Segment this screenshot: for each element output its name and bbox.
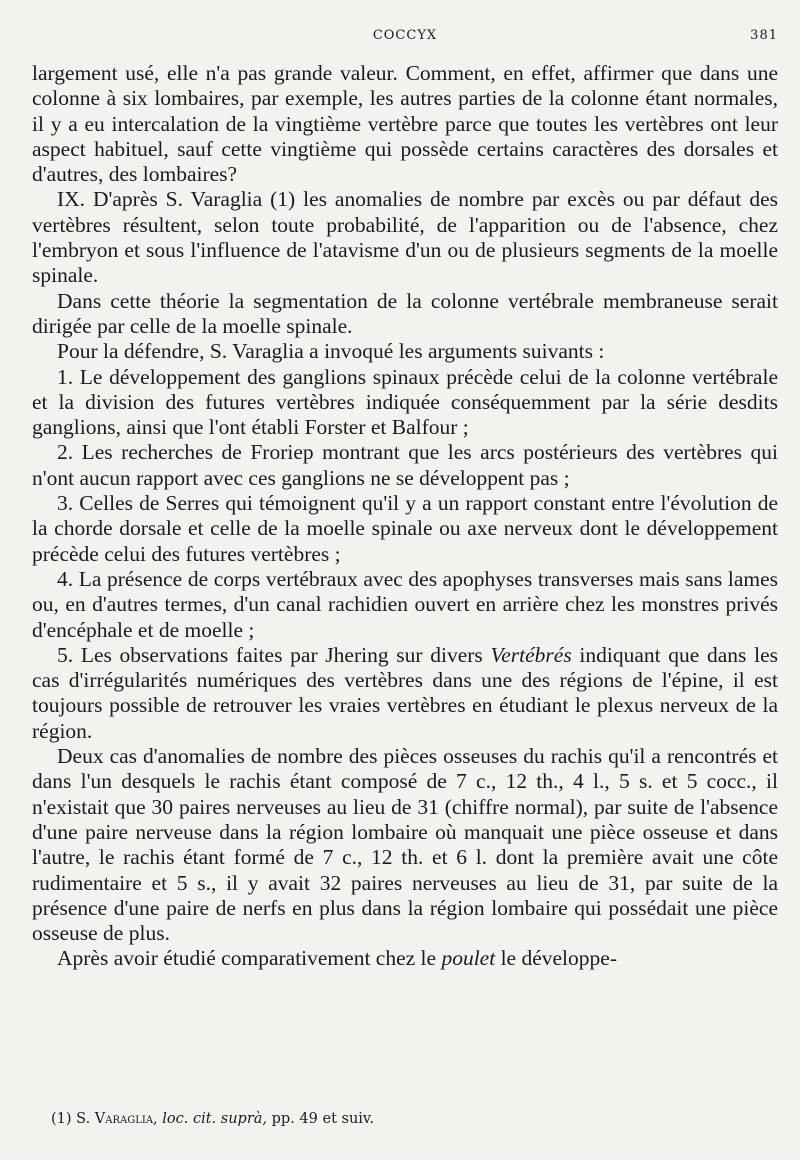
paragraph-arguments-intro: Pour la défendre, S. Varaglia a invoqué les arguments suivants : [57, 339, 605, 364]
page-number: 381 [750, 28, 778, 43]
list-item-argument-4: 4. La présence de corps vertébraux avec des apophyses transverses mais sans lames ou, en d'autres termes, d'un canal rachidien ouvert en arrière chez les monstres privés d'encéphale et de moelle ; [32, 566, 778, 642]
footnote [51, 1110, 771, 1128]
argument-5-italic: Vertébrés [490, 642, 572, 667]
footnote-author: S. Varaglia, [76, 1111, 158, 1127]
list-item-argument-5 [32, 643, 778, 744]
footnote-pages: pp. 49 et suiv. [271, 1111, 374, 1127]
argument-5-tail: indiquant que dans les cas d'irrégularités numériques des vertèbres dans une des régions de l'épine, il est toujours possible de retrouver les vraies vertèbres en étudiant le plexus nerveux de la région. [32, 642, 778, 743]
body-text [32, 61, 778, 972]
paragraph-section-ix: IX. D'après S. Varaglia (1) les anomalies de nombre par excès ou par défaut des vertèbres résultent, selon toute probabilité, de l'apparition ou de l'absence, chez l'embryon et sous l'influence de l'atavisme d'un ou de plusieurs segments de la moelle spinale. [32, 187, 778, 288]
list-item-argument-2: 2. Les recherches de Froriep montrant que les arcs postérieurs des vertèbres qui n'ont aucun rapport avec ces ganglions ne se développent pas ; [32, 440, 778, 490]
footnote-citation: loc. cit. suprà, [162, 1111, 268, 1127]
argument-5-lead: 5. Les observations faites par Jhering sur divers [57, 642, 491, 667]
paragraph-two-cases: Deux cas d'anomalies de nombre des pièces osseuses du rachis qu'il a rencontrés et dans l'un desquels le rachis étant composé de 7 c., 12 th., 4 l., 5 s. et 5 cocc., il n'existait que 30 paires nerveuses au lieu de 31 (chiffre normal), par suite de l'absence d'une paire nerveuse dans la région lombaire où manquait une pièce osseuse et dans l'autre, le rachis étant formé de 7 c., 12 th. et 6 l. dont la première avait une côte rudimentaire et 5 s., il y avait 32 paires nerveuses au lieu de 31, par suite de la présence d'une paire de nerfs en plus dans la région lombaire qui possédait une pièce osseuse de plus. [32, 744, 778, 946]
running-title: COCCYX [372, 28, 438, 43]
comparative-lead: Après avoir étudié comparativement chez le [57, 946, 442, 971]
page-header [32, 28, 778, 48]
paragraph-comparative-study [32, 946, 778, 971]
footnote-marker: (1) [51, 1111, 72, 1127]
paragraph-theory: Dans cette théorie la segmentation de la colonne vertébrale membraneuse serait dirigée par celle de la moelle spinale. [32, 288, 778, 338]
list-item-argument-3: 3. Celles de Serres qui témoignent qu'il y a un rapport constant entre l'évolution de la chorde dorsale et celle de la moelle spinale ou axe nerveux dont le développement précède celui des futures vertèbres ; [32, 491, 778, 566]
paragraph-continuation: largement usé, elle n'a pas grande valeur. Comment, en effet, affirmer que dans une colonne à six lombaires, par exemple, les autres parties de la colonne étant normales, il y a eu intercalation de la vingtième vertèbre parce que toutes les vertèbres ont leur aspect habituel, sauf cette vingtième qui possède certains caractères des dorsales et d'autres, des lombaires? [32, 61, 778, 187]
list-item-argument-1: 1. Le développement des ganglions spinaux précède celui de la colonne vertébrale et la division des futures vertèbres indiquée conséquemment par la série desdits ganglions, ainsi que l'ont établi Forster et Balfour ; [32, 364, 778, 440]
comparative-tail: le développe- [495, 946, 617, 971]
comparative-italic: poulet [441, 946, 496, 971]
